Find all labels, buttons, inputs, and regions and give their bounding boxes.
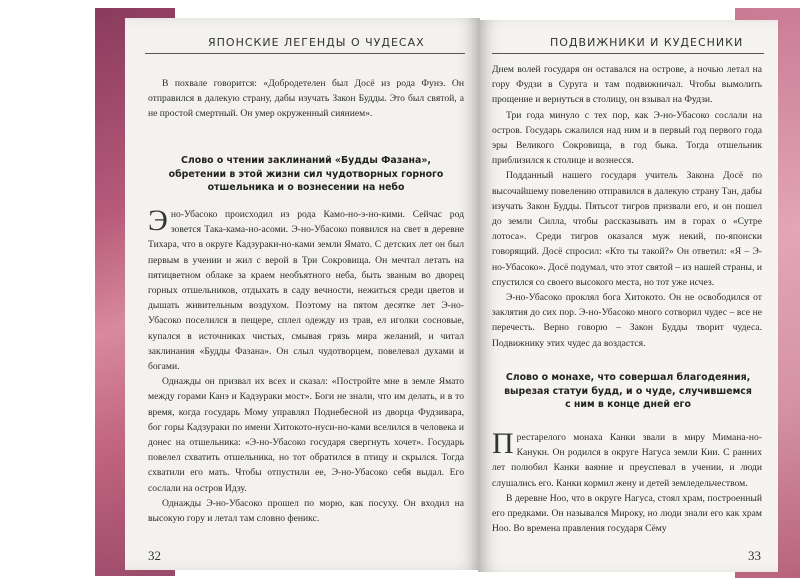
right-bottom-text xyxy=(492,427,762,536)
right-top-text xyxy=(492,62,762,351)
left-dropcap: Э xyxy=(148,204,168,237)
right-section-heading: Слово о монахе, что совершал благодеяния, вырезая статуи будд, и о чуде, случившемся с ним в конце дней его xyxy=(504,372,752,410)
left-intro-paragraph: В похвале говорится: «Добродетелен был Досё из рода Фунэ. Он отправился в далекую страну, дабы изучать Закон Будды. Это был святой, а не простой смертный. Он умер окруженный сиянием». xyxy=(148,78,464,120)
left-body-paragraph-2: Однажды он призвал их всех и сказал: «Постройте мне в земле Ямато между горами Канэ и Кадзураки мост». Боги не знали, что им делать, и в то время, когда государь Мому управлял Поднебесной из дворца Фудзивара, бог горы Кадзураки по имени Хитокото-нуси-но-ками вселился в человека и донес на отшельника: «Э-но-Убасоко государя свергнуть хочет». Государь повелел схватить отшельника, но тот обратился в птицу и скрылся. Тогда схватили его мать. Чтобы отпустили ее, Э-но-Убасоко себя выдал. Его сослали на остров Идзу. xyxy=(148,376,464,494)
right-paragraph-5: Престарелого монаха Канки звали в миру Мимана-но-Канукн. Он родился в округе Нагуса земли Кии. С ранних лет полюбил Канки ваяние и преуспевал в учении, и люди слушались его. Канки кормил жену и детей земледельчеством. xyxy=(492,427,762,489)
left-body-text xyxy=(148,204,464,526)
right-paragraph-6: В деревне Ноо, что в округе Нагуса, стоял храм, построенный его предками. Он назывался Мироку, но люди знали его как храм Ноо. Во времена правления государя Сёму xyxy=(492,492,762,535)
right-paragraph-3: Подданный нашего государя учитель Закона Досё по высочайшему повелению отправился в далекую страну Тан, дабы изучать Закон Будды. Пятьсот тигров призвали его, и он пошел до земли Силла, чтобы рассказывать им в горах о «Сутре лотоса». Среди тигров оказался муж некий, по-японски говорящий. Досё спросил: «Кто ты такой?» Он ответил: «Я – Э-но-Убасоко». Досё подумал, что этот святой – из нашей страны, и спустился со своего высокого места, но тот уже исчез. xyxy=(492,170,762,288)
right-running-header: ПОДВИЖНИКИ И КУДЕСНИКИ xyxy=(550,36,744,49)
right-paragraph-1: Днем волей государя он оставался на острове, а ночью летал на гору Фудзи в Суруга и там подвижничал. Чтобы вымолить прощение и вернуться в столицу, он взывал на Фудзи. xyxy=(492,64,762,106)
left-intro-text xyxy=(148,76,464,122)
right-page-number: 33 xyxy=(748,548,761,563)
left-body-paragraph-1: Эно-Убасоко происходил из рода Камо-но-э-но-кими. Сейчас род зовется Така-кама-но-асоми. Э-но-Убасоко появился на свет в деревне Тихара, что в округе Кадзураки-но-ками земли Ямато. С детских лет он был первым в учении и жил с верой в Три Сокровища. Он мечтал летать на пятицветном облаке за краем необъятного неба, быть званым во дворец горных отшельников, отдыхать в саду вечности, нежиться среди цветов и дышать живительным воздухом. Поэтому на пятом десятке лет Э-но-Убасоко поселился в пещере, сплел одежду из трав, ел иголки сосновые, купался в источниках чистых, смывая грязь мира желаний, и читал заклинания «Будды Фазана». Он слыл чудотворцем, повелевал духами и богами. xyxy=(148,204,464,373)
left-header-rule xyxy=(145,53,465,54)
right-paragraph-4: Э-но-Убасоко проклял бога Хитокото. Он не освободился от заклятия до сих пор. Э-но-Убасоко много сотворил чудес – все не перечесть. Верно говорю – Закон Будды творит чудеса. Подвижнику этих чудес да воздастся. xyxy=(492,292,762,349)
left-section-heading: Слово о чтении заклинаний «Будды Фазана», обретении в этой жизни сил чудотворных горного отшельника и о вознесении на небо xyxy=(168,155,444,193)
left-page-number: 32 xyxy=(148,548,161,563)
left-running-header: ЯПОНСКИЕ ЛЕГЕНДЫ О ЧУДЕСАХ xyxy=(208,36,425,49)
right-paragraph-2: Три года минуло с тех пор, как Э-но-Убасоко сослали на остров. Государь сжалился над ним и в первый год первого года эры Великого Сокровища, в год быка. Тогда отшельник приблизился к столице и вознесся. xyxy=(492,109,762,167)
right-header-rule xyxy=(492,53,764,54)
left-body-paragraph-3: Однажды Э-но-Убасоко прошел по морю, как посуху. Он входил на высокую гору и летал там словно феникс. xyxy=(148,497,464,525)
right-dropcap: П xyxy=(492,427,514,460)
